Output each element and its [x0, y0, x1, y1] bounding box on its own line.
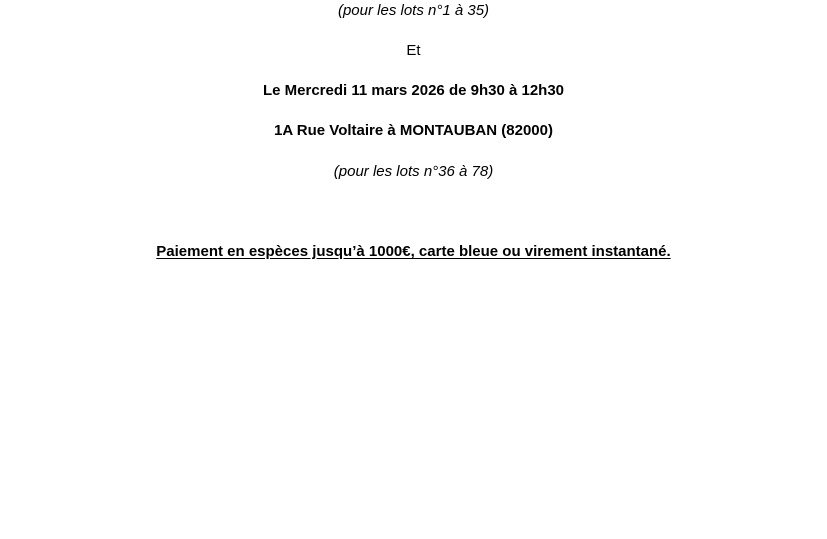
- lots-range-second: (pour les lots n°36 à 78): [333, 163, 494, 180]
- date-line: Le Mercredi 11 mars 2026 de 9h30 à 12h30: [262, 82, 565, 99]
- conjunction-text: Et: [406, 42, 421, 59]
- lots-range-first: (pour les lots n°1 à 35): [337, 2, 490, 19]
- payment-line: Paiement en espèces jusqu’à 1000€, carte bleue ou virement instantané.: [156, 243, 671, 260]
- address-line: 1A Rue Voltaire à MONTAUBAN (82000): [274, 122, 553, 139]
